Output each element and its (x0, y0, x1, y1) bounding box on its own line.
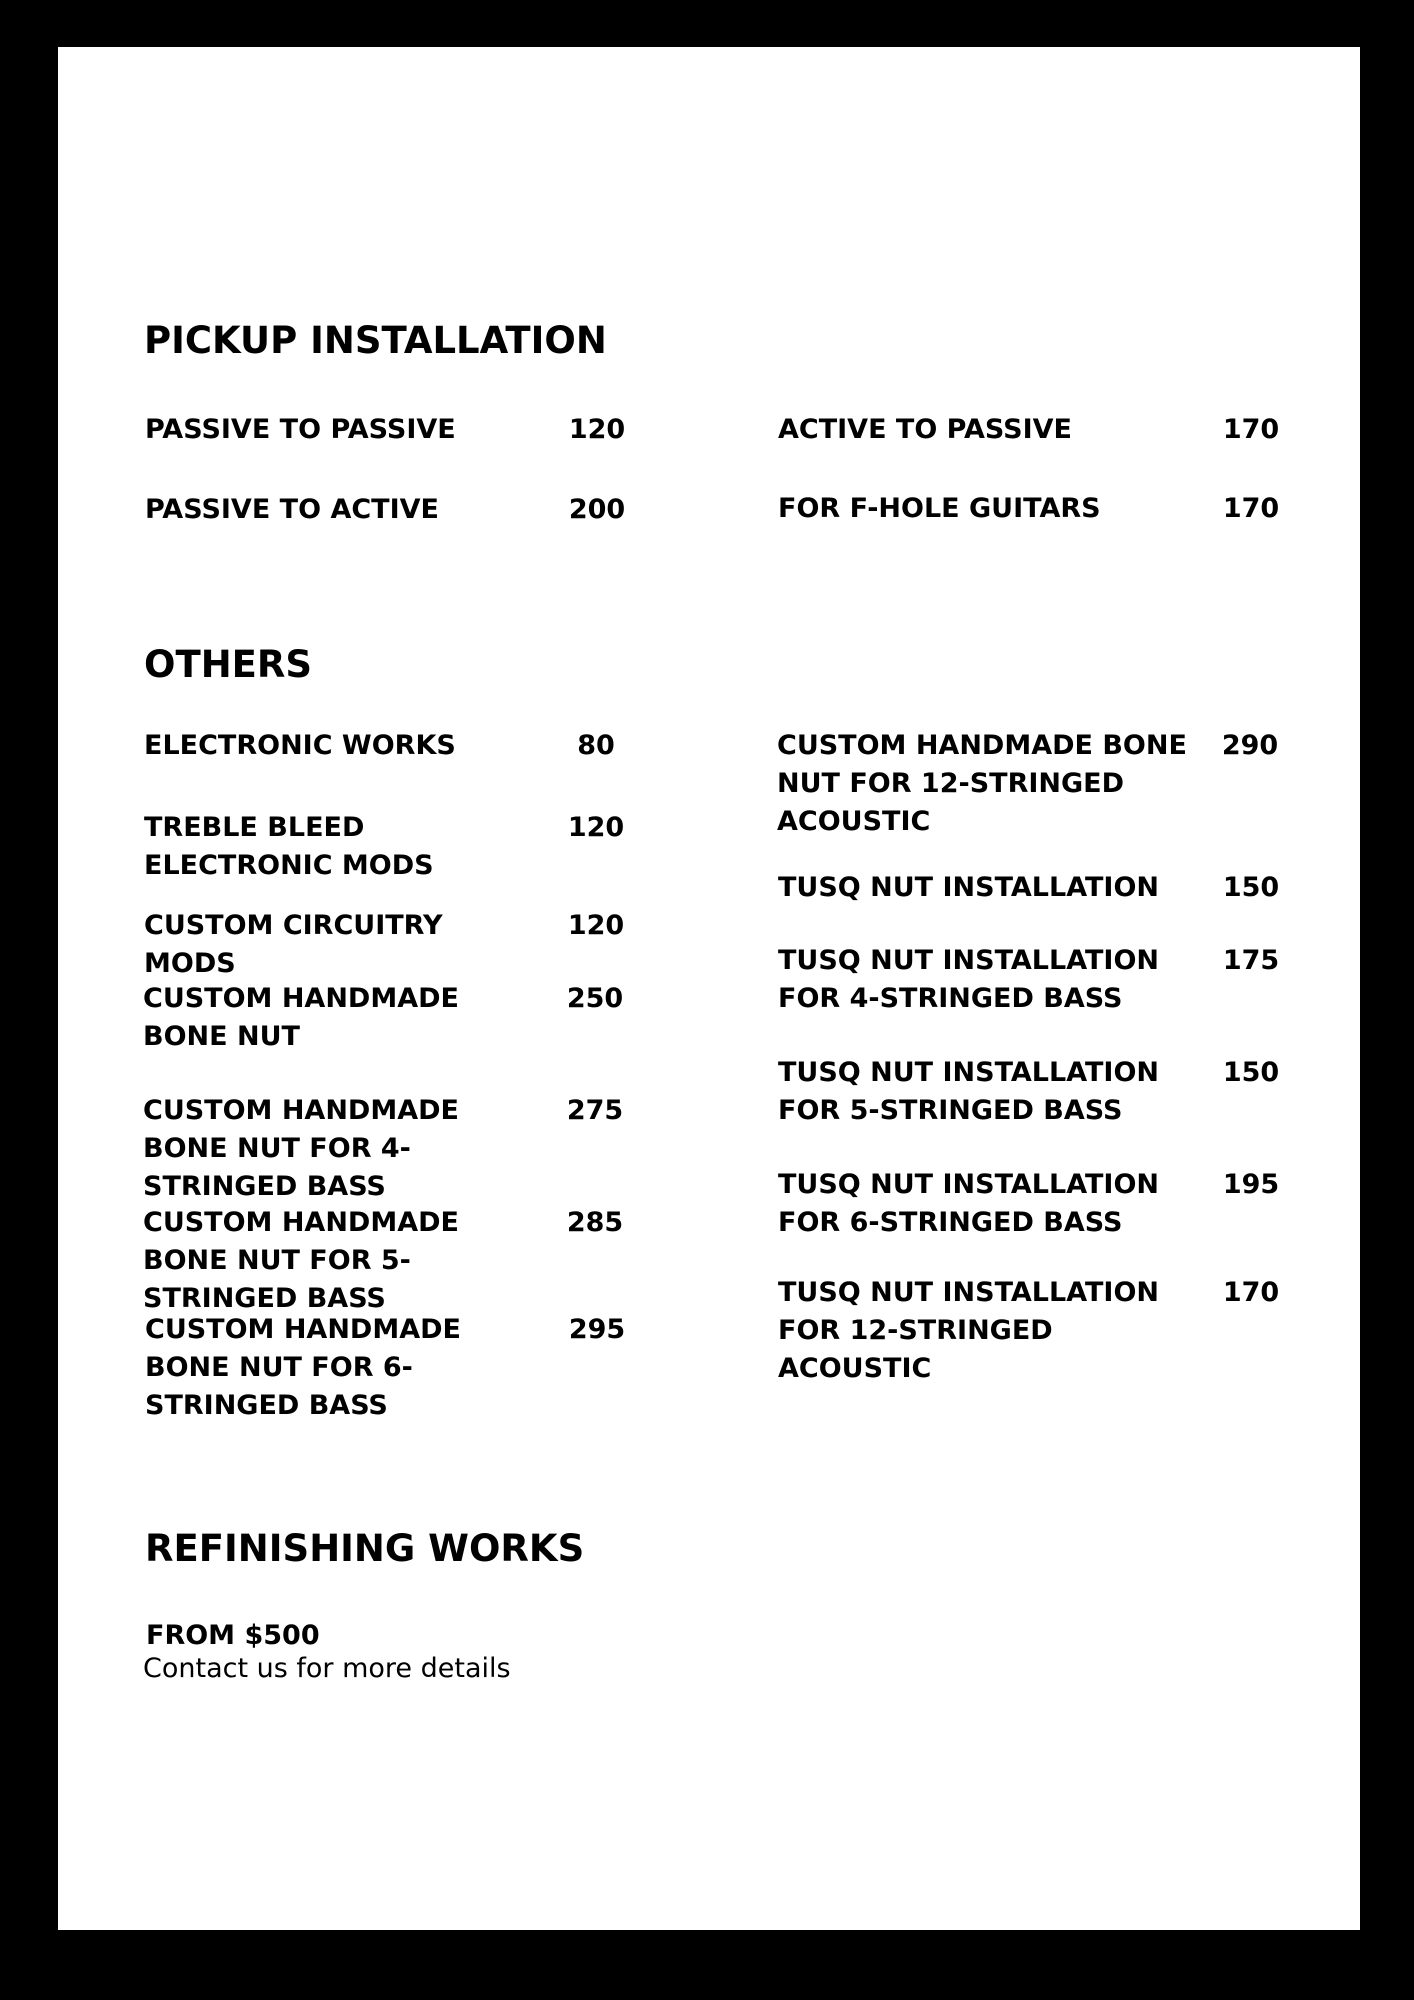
item-price: 80 (577, 730, 615, 761)
item-name: TUSQ NUT INSTALLATION FOR 4-STRINGED BASS (778, 945, 1160, 1014)
item-name: CUSTOM HANDMADE BONE NUT FOR 6-STRINGED BASS (145, 1314, 461, 1421)
item-name: ACTIVE TO PASSIVE (778, 414, 1072, 445)
refinishing-price: FROM $500 (146, 1620, 320, 1651)
item-name: CUSTOM HANDMADE BONE NUT FOR 12-STRINGED ACOUSTIC (777, 730, 1187, 837)
item-name: TUSQ NUT INSTALLATION (778, 872, 1160, 903)
item-price: 170 (1222, 493, 1280, 524)
item-name: TUSQ NUT INSTALLATION FOR 5-STRINGED BASS (778, 1057, 1160, 1126)
refinishing-works-heading: REFINISHING WORKS (145, 1527, 585, 1570)
item-price: 150 (1222, 872, 1280, 903)
item-price: 120 (567, 910, 625, 941)
item-price: 250 (566, 983, 624, 1014)
item-name: PASSIVE TO PASSIVE (145, 414, 456, 445)
others-heading: OTHERS (144, 643, 313, 686)
item-name: TUSQ NUT INSTALLATION FOR 12-STRINGED ACOUSTIC (778, 1277, 1160, 1384)
item-name: ELECTRONIC WORKS (144, 730, 456, 761)
item-price: 285 (566, 1207, 624, 1238)
item-price: 195 (1222, 1169, 1280, 1200)
item-price: 290 (1221, 730, 1279, 761)
pickup-installation-heading: PICKUP INSTALLATION (144, 319, 607, 362)
refinishing-note: Contact us for more details (143, 1653, 511, 1684)
item-name: TUSQ NUT INSTALLATION FOR 6-STRINGED BASS (778, 1169, 1160, 1238)
item-name: TREBLE BLEED ELECTRONIC MODS (144, 812, 434, 881)
item-price: 120 (567, 812, 625, 843)
item-price: 150 (1222, 1057, 1280, 1088)
item-name: CUSTOM HANDMADE BONE NUT FOR 4-STRINGED BASS (143, 1095, 459, 1202)
item-name: CUSTOM HANDMADE BONE NUT FOR 5-STRINGED BASS (143, 1207, 459, 1314)
item-price: 275 (566, 1095, 624, 1126)
item-name: CUSTOM HANDMADE BONE NUT (143, 983, 459, 1052)
price-list-page (58, 47, 1360, 1930)
item-name: CUSTOM CIRCUITRY MODS (144, 910, 443, 979)
item-price: 120 (568, 414, 626, 445)
item-price: 170 (1222, 414, 1280, 445)
item-price: 175 (1222, 945, 1280, 976)
item-price: 170 (1222, 1277, 1280, 1308)
item-price: 200 (568, 494, 626, 525)
item-price: 295 (568, 1314, 626, 1345)
item-name: PASSIVE TO ACTIVE (145, 494, 439, 525)
item-name: FOR F-HOLE GUITARS (778, 493, 1101, 524)
